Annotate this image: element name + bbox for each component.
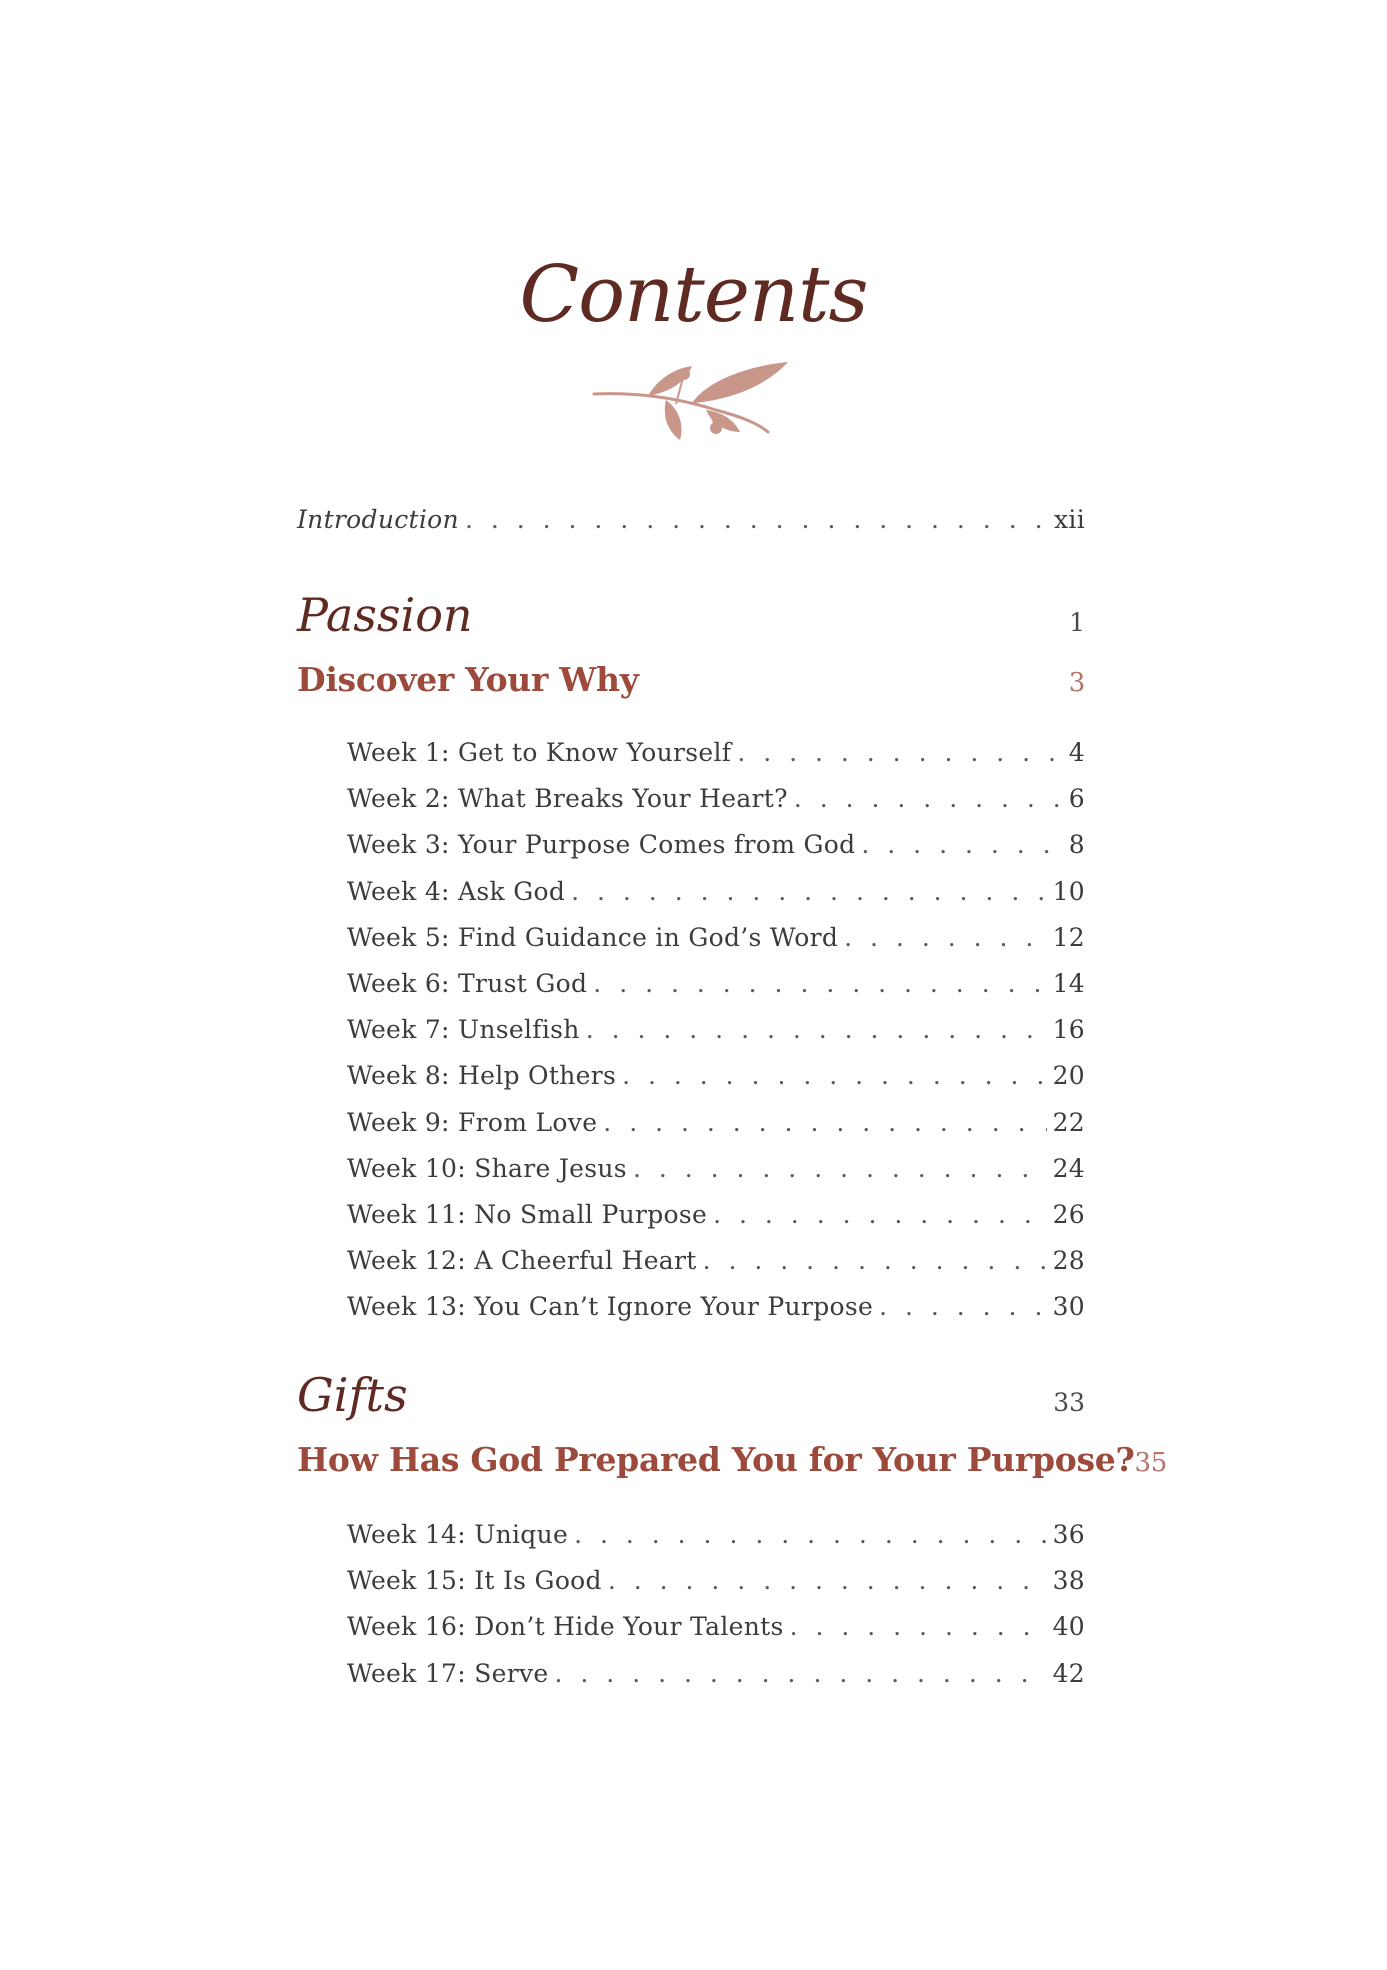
entry-page: 12 bbox=[1052, 923, 1085, 952]
dot-leader bbox=[603, 1108, 1046, 1137]
entry-label: Week 10: Share Jesus bbox=[347, 1154, 627, 1183]
entry-page: 24 bbox=[1052, 1154, 1085, 1183]
sprig-icon bbox=[588, 358, 798, 448]
dot-leader bbox=[622, 1061, 1046, 1090]
entry-page: 8 bbox=[1068, 830, 1085, 859]
toc-entry[interactable] bbox=[347, 784, 1085, 813]
dot-leader bbox=[633, 1154, 1047, 1183]
entry-page: 42 bbox=[1052, 1659, 1085, 1688]
toc-entry[interactable] bbox=[347, 1200, 1085, 1229]
dot-leader bbox=[608, 1566, 1047, 1595]
entry-page: 14 bbox=[1052, 969, 1085, 998]
entry-page: 16 bbox=[1052, 1015, 1085, 1044]
dot-leader bbox=[844, 923, 1046, 952]
section-title: Discover Your Why bbox=[297, 660, 639, 699]
toc-entry[interactable] bbox=[347, 1612, 1085, 1641]
toc-entry[interactable] bbox=[347, 923, 1085, 952]
entry-page: 36 bbox=[1052, 1520, 1085, 1549]
entry-label: Week 17: Serve bbox=[347, 1659, 549, 1688]
section-page: 3 bbox=[1068, 668, 1085, 698]
toc-entry[interactable] bbox=[347, 1659, 1085, 1688]
toc-entry[interactable] bbox=[347, 830, 1085, 859]
part-page: 33 bbox=[1053, 1388, 1085, 1417]
dot-leader bbox=[713, 1200, 1046, 1229]
entry-label: Week 4: Ask God bbox=[347, 877, 566, 906]
toc-entry[interactable] bbox=[347, 1154, 1085, 1183]
entry-page: 38 bbox=[1052, 1566, 1085, 1595]
toc-entry[interactable] bbox=[347, 877, 1085, 906]
section-page: 35 bbox=[1134, 1448, 1167, 1478]
dot-leader bbox=[703, 1246, 1047, 1275]
entry-label: Week 7: Unselfish bbox=[347, 1015, 580, 1044]
entry-page: 6 bbox=[1068, 784, 1085, 813]
page-title: Contents bbox=[519, 250, 868, 340]
entry-page: 20 bbox=[1052, 1061, 1085, 1090]
dot-leader bbox=[861, 830, 1062, 859]
part-heading-passion[interactable] bbox=[297, 588, 1085, 642]
dot-leader bbox=[571, 877, 1046, 906]
entry-page: xii bbox=[1054, 505, 1085, 534]
toc-entry[interactable] bbox=[347, 1566, 1085, 1595]
entry-label: Week 9: From Love bbox=[347, 1108, 598, 1137]
dot-leader bbox=[790, 1612, 1047, 1641]
section-heading-discover-your-why[interactable] bbox=[297, 660, 1085, 699]
toc-entry[interactable] bbox=[347, 1246, 1085, 1275]
toc-entry[interactable] bbox=[347, 738, 1085, 767]
entry-label: Week 2: What Breaks Your Heart? bbox=[347, 784, 788, 813]
entry-label: Introduction bbox=[297, 505, 459, 534]
toc-entry[interactable] bbox=[347, 1061, 1085, 1090]
entry-label: Week 8: Help Others bbox=[347, 1061, 617, 1090]
toc-entry[interactable] bbox=[347, 969, 1085, 998]
entry-page: 10 bbox=[1052, 877, 1085, 906]
dot-leader bbox=[794, 784, 1063, 813]
section-heading-how-has-god-prepared-you[interactable] bbox=[297, 1440, 1167, 1479]
entry-label: Week 3: Your Purpose Comes from God bbox=[347, 830, 856, 859]
entry-label: Week 13: You Can’t Ignore Your Purpose bbox=[347, 1292, 874, 1321]
entry-page: 4 bbox=[1068, 738, 1085, 767]
part-page: 1 bbox=[1069, 608, 1085, 637]
dot-leader bbox=[465, 505, 1048, 534]
entry-label: Week 6: Trust God bbox=[347, 969, 588, 998]
entry-label: Week 14: Unique bbox=[347, 1520, 569, 1549]
part-title: Passion bbox=[297, 588, 473, 642]
dot-leader bbox=[737, 738, 1062, 767]
toc-entry[interactable] bbox=[347, 1015, 1085, 1044]
toc-entry[interactable] bbox=[347, 1520, 1085, 1549]
dot-leader bbox=[593, 969, 1046, 998]
dot-leader bbox=[574, 1520, 1046, 1549]
entry-label: Week 5: Find Guidance in God’s Word bbox=[347, 923, 839, 952]
toc-entry[interactable] bbox=[347, 1292, 1085, 1321]
part-heading-gifts[interactable] bbox=[297, 1368, 1085, 1422]
entry-page: 28 bbox=[1052, 1246, 1085, 1275]
entry-label: Week 12: A Cheerful Heart bbox=[347, 1246, 697, 1275]
entry-page: 26 bbox=[1052, 1200, 1085, 1229]
dot-leader bbox=[879, 1292, 1046, 1321]
entry-page: 30 bbox=[1052, 1292, 1085, 1321]
section-title: How Has God Prepared You for Your Purpose? bbox=[297, 1440, 1135, 1479]
dot-leader bbox=[586, 1015, 1047, 1044]
entry-label: Week 16: Don’t Hide Your Talents bbox=[347, 1612, 784, 1641]
entry-page: 22 bbox=[1052, 1108, 1085, 1137]
toc-entry-introduction[interactable] bbox=[297, 505, 1085, 534]
entry-label: Week 11: No Small Purpose bbox=[347, 1200, 708, 1229]
dot-leader bbox=[555, 1659, 1047, 1688]
entry-page: 40 bbox=[1052, 1612, 1085, 1641]
part-title: Gifts bbox=[297, 1368, 408, 1422]
toc-entry[interactable] bbox=[347, 1108, 1085, 1137]
entry-label: Week 1: Get to Know Yourself bbox=[347, 738, 732, 767]
entry-label: Week 15: It Is Good bbox=[347, 1566, 602, 1595]
